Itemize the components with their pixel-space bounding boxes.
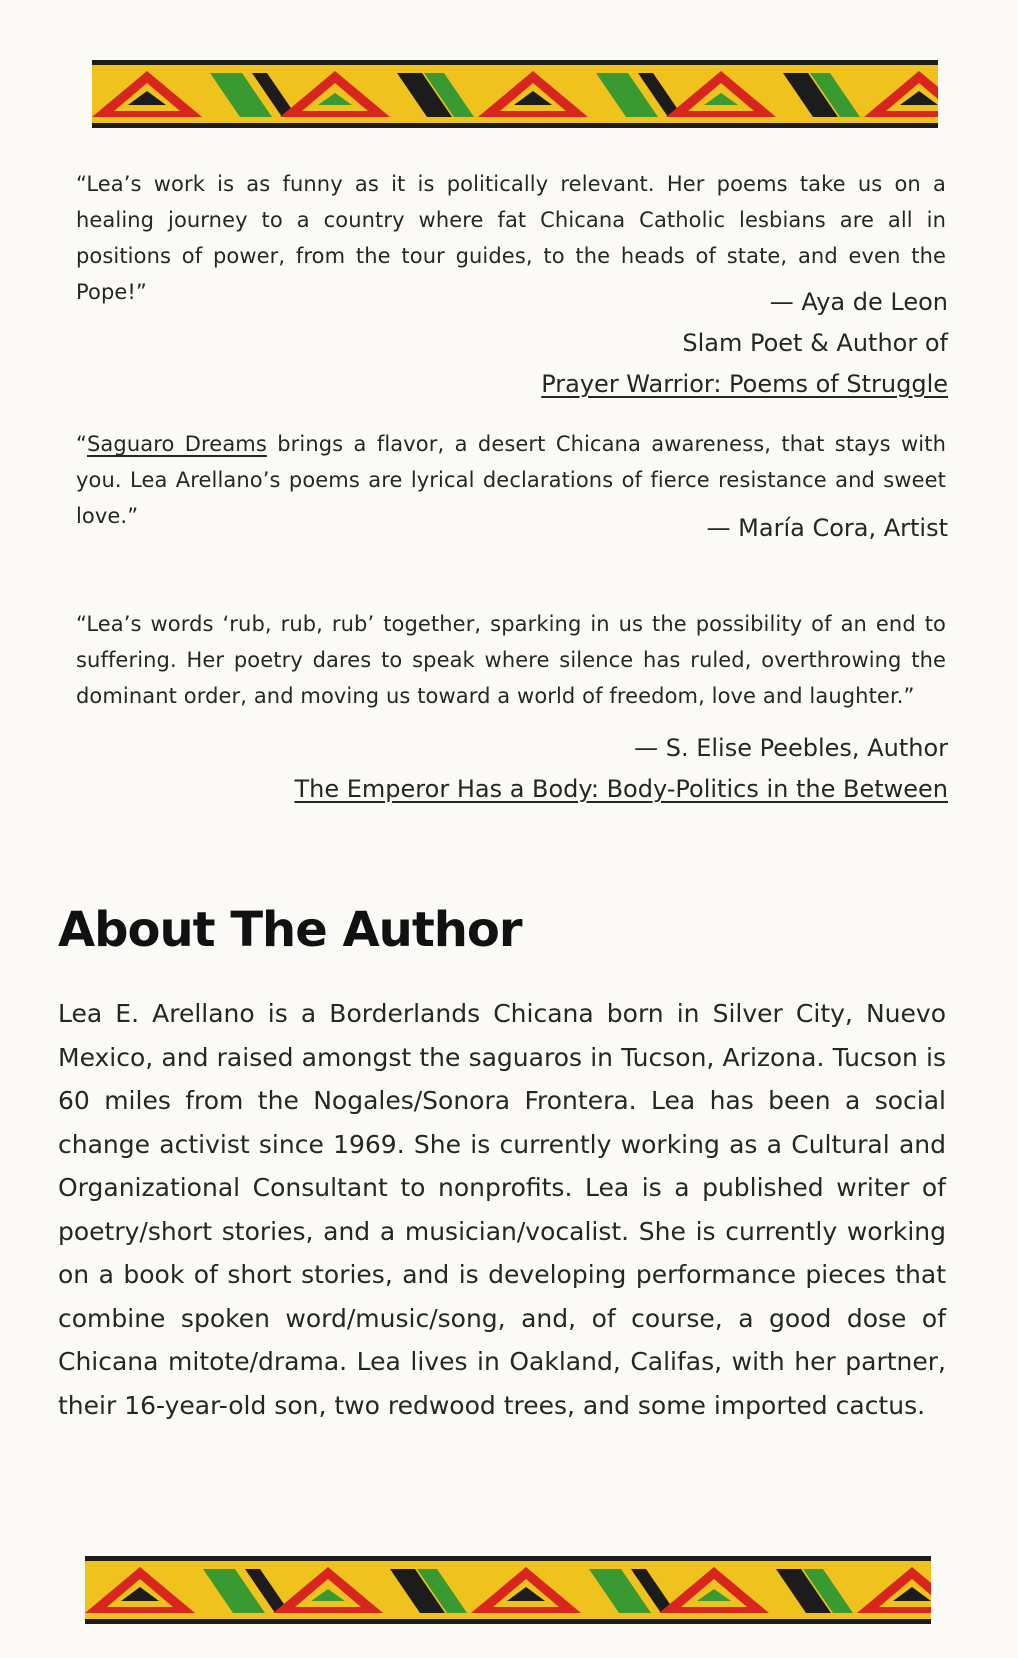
quote-2-book-title: Saguaro Dreams	[86, 432, 267, 456]
quote-2-attribution	[707, 508, 948, 549]
about-heading: About The Author	[58, 902, 522, 958]
quote-2-author: — María Cora, Artist	[706, 514, 948, 542]
quote-3-text: “Lea’s words ‘rub, rub, rub’ together, sparking in us the possibility of an end to suffering. Her poetry dares to speak where silence has ruled, overthrowing the dominant order, and moving us toward a world of freedom, love and laughter.”	[76, 612, 946, 708]
quote-1-text: “Lea’s work is as funny as it is politically relevant. Her poems take us on a healing journey to a country where fat Chicana Catholic lesbians are all in positions of power, from the tour guides, to the heads of state, and even the Pope!”	[76, 172, 946, 304]
quote-2-body: brings a flavor, a desert Chicana awareness, that stays with you. Lea Arellano’s poems are lyrical declarations of fierce resistance and sweet love.”	[76, 432, 946, 528]
quote-1-attribution	[541, 282, 948, 405]
top-decorative-border	[92, 60, 938, 128]
geometric-pattern-icon	[92, 65, 938, 123]
quote-2-open-mark: “	[76, 432, 87, 456]
geometric-pattern-icon	[85, 1561, 931, 1619]
quote-3-attribution	[294, 728, 948, 810]
quote-3-author: — S. Elise Peebles, Author	[634, 734, 948, 762]
quote-1-author: — Aya de Leon	[769, 288, 948, 316]
quote-1-role: Slam Poet & Author of	[682, 329, 948, 357]
author-bio: Lea E. Arellano is a Borderlands Chicana born in Silver City, Nuevo Mexico, and raised amongst the saguaros in Tucson, Arizona. Tucson is 60 miles from the Nogales/Sonora Frontera. Lea has been a social change activist since 1969. She is currently working as a Cultural and Organizational Consultant to nonprofits. Lea is a published writer of poetry/short stories, and a musician/vocalist. She is currently working on a book of short stories, and is developing performance pieces that combine spoken word/music/song, and, of course, a good dose of Chicana mitote/drama. Lea lives in Oakland, Califas, with her partner, their 16-year-old son, two redwood trees, and some imported cactus.	[58, 999, 946, 1420]
quote-1-book: Prayer Warrior: Poems of Struggle	[541, 370, 948, 398]
quote-3-book: The Emperor Has a Body: Body-Politics in the Between	[294, 775, 948, 803]
bottom-decorative-border	[85, 1556, 931, 1624]
